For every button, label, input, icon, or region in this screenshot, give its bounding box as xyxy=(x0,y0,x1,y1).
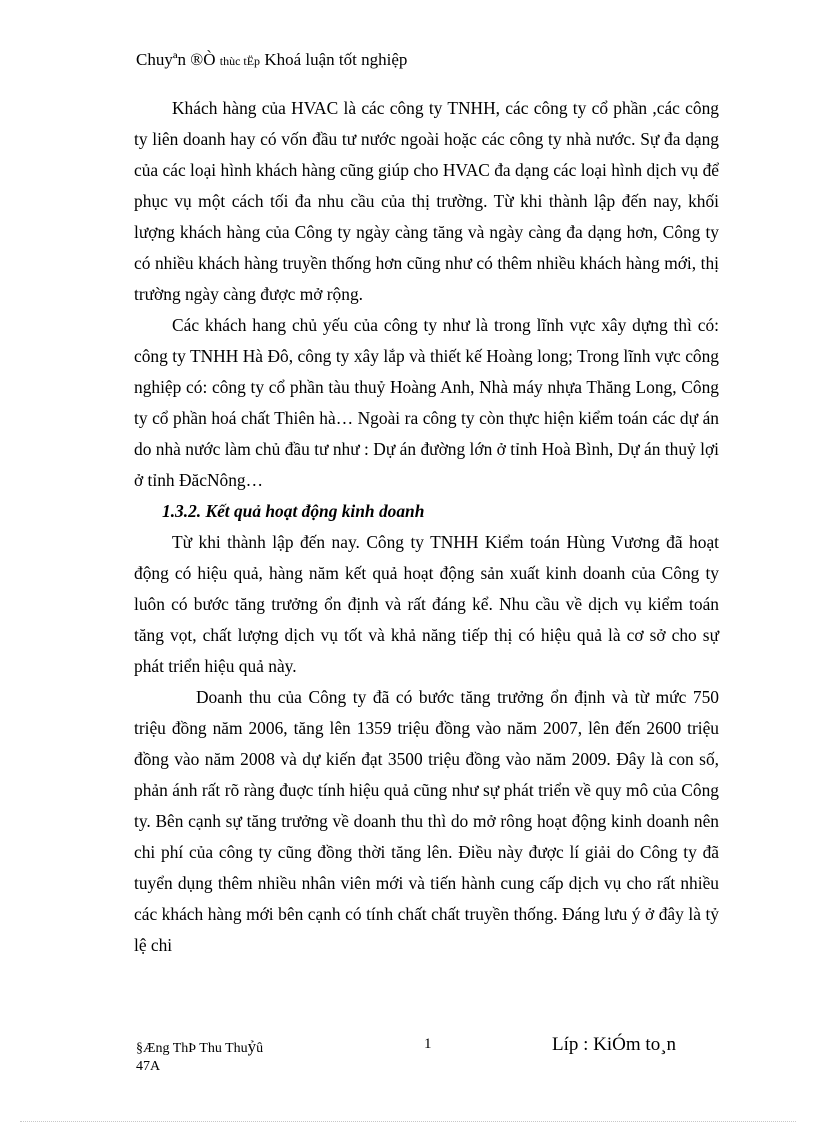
page-bottom-divider xyxy=(20,1121,796,1122)
paragraph-results: Từ khi thành lập đến nay. Công ty TNHH Kiểm toán Hùng Vương đã hoạt động có hiệu quả, hàng năm kết quả hoạt động sản xuất kinh doanh của Công ty luôn có bước tăng trưởng ổn định và rất đáng kể. Nhu cầu về dịch vụ kiểm toán tăng vọt, chất lượng dịch vụ tốt và khả năng tiếp thị có hiệu quả là cơ sở cho sự phát triển hiệu quả này. xyxy=(134,532,719,676)
header-title: Khoá luận tốt nghiệp xyxy=(260,50,408,69)
paragraph-customers: Khách hàng của HVAC là các công ty TNHH, các công ty cổ phần ,các công ty liên doanh hay có vốn đầu tư nước ngoài hoặc các công ty nhà nước. Sự đa dạng của các loại hình khách hàng cũng giúp cho HVAC đa dạng các loại hình dịch vụ để phục vụ một cách tối đa nhu cầu của thị trường. Từ khi thành lập đến nay, khối lượng khách hàng của Công ty ngày càng tăng và ngày càng đa dạng hơn, Công ty có nhiều khách hàng truyền thống hơn cũng như có thêm nhiều khách hàng mới, thị trường ngày càng được mở rộng. xyxy=(134,98,719,304)
header-small-text: thùc tËp xyxy=(219,54,261,68)
header-text-part3: ®Ò xyxy=(186,50,220,69)
page-header xyxy=(136,50,407,70)
document-body xyxy=(134,93,719,961)
header-text-part2: n xyxy=(177,50,187,69)
paragraph-main-customers: Các khách hang chủ yếu của công ty như là trong lĩnh vực xây dựng thì có: công ty TNHH Hà Đô, công ty xây lắp và thiết kế Hoàng long; Trong lĩnh vực công nghiệp có: công ty cổ phần tàu thuỷ Hoàng Anh, Nhà máy nhựa Thăng Long, Công ty cổ phần hoá chất Thiên hà… Ngoài ra công ty còn thực hiện kiểm toán các dự án do nhà nước làm chủ đầu tư như : Dự án đường lớn ở tỉnh Hoà Bình, Dự án thuỷ lợi ở tỉnh ĐăcNông… xyxy=(134,315,719,490)
page-number: 1 xyxy=(424,1036,432,1052)
header-text-part1: Chuyª xyxy=(136,50,178,69)
footer-author xyxy=(136,1038,263,1076)
footer-class-label: Líp : KiÓm to¸n xyxy=(552,1034,677,1055)
section-heading: 1.3.2. Kết quả hoạt động kinh doanh xyxy=(162,501,425,521)
paragraph-revenue: Doanh thu của Công ty đã có bước tăng trưởng ổn định và từ mức 750 triệu đồng năm 2006, tăng lên 1359 triệu đồng vào năm 2007, lên đến 2600 triệu đồng vào năm 2008 và dự kiến đạt 3500 triệu đồng vào năm 2009. Đây là con số, phản ánh rất rõ ràng đuợc tính hiệu quả cũng như sự phát triển về quy mô của Công ty. Bên cạnh sự tăng trưởng về doanh thu thì do mở rông hoạt động kinh doanh nên chi phí của công ty cũng đồng thời tăng lên. Điều này được lí giải do Công ty đã tuyển dụng thêm nhiều nhân viên mới và tiến hành cung cấp dịch vụ cho rất nhiều các khách hàng mới bên cạnh có tính chất chất truyền thống. Đáng lưu ý ở đây là tỷ lệ chi xyxy=(134,687,719,955)
footer-author-part1: §Æng ThÞ Thu Thu xyxy=(136,1041,248,1056)
footer-author-part3: û xyxy=(256,1041,264,1056)
footer-author-part2: ỷ xyxy=(247,1037,257,1056)
footer-author-name xyxy=(136,1038,263,1058)
footer-author-class: 47A xyxy=(136,1059,161,1074)
